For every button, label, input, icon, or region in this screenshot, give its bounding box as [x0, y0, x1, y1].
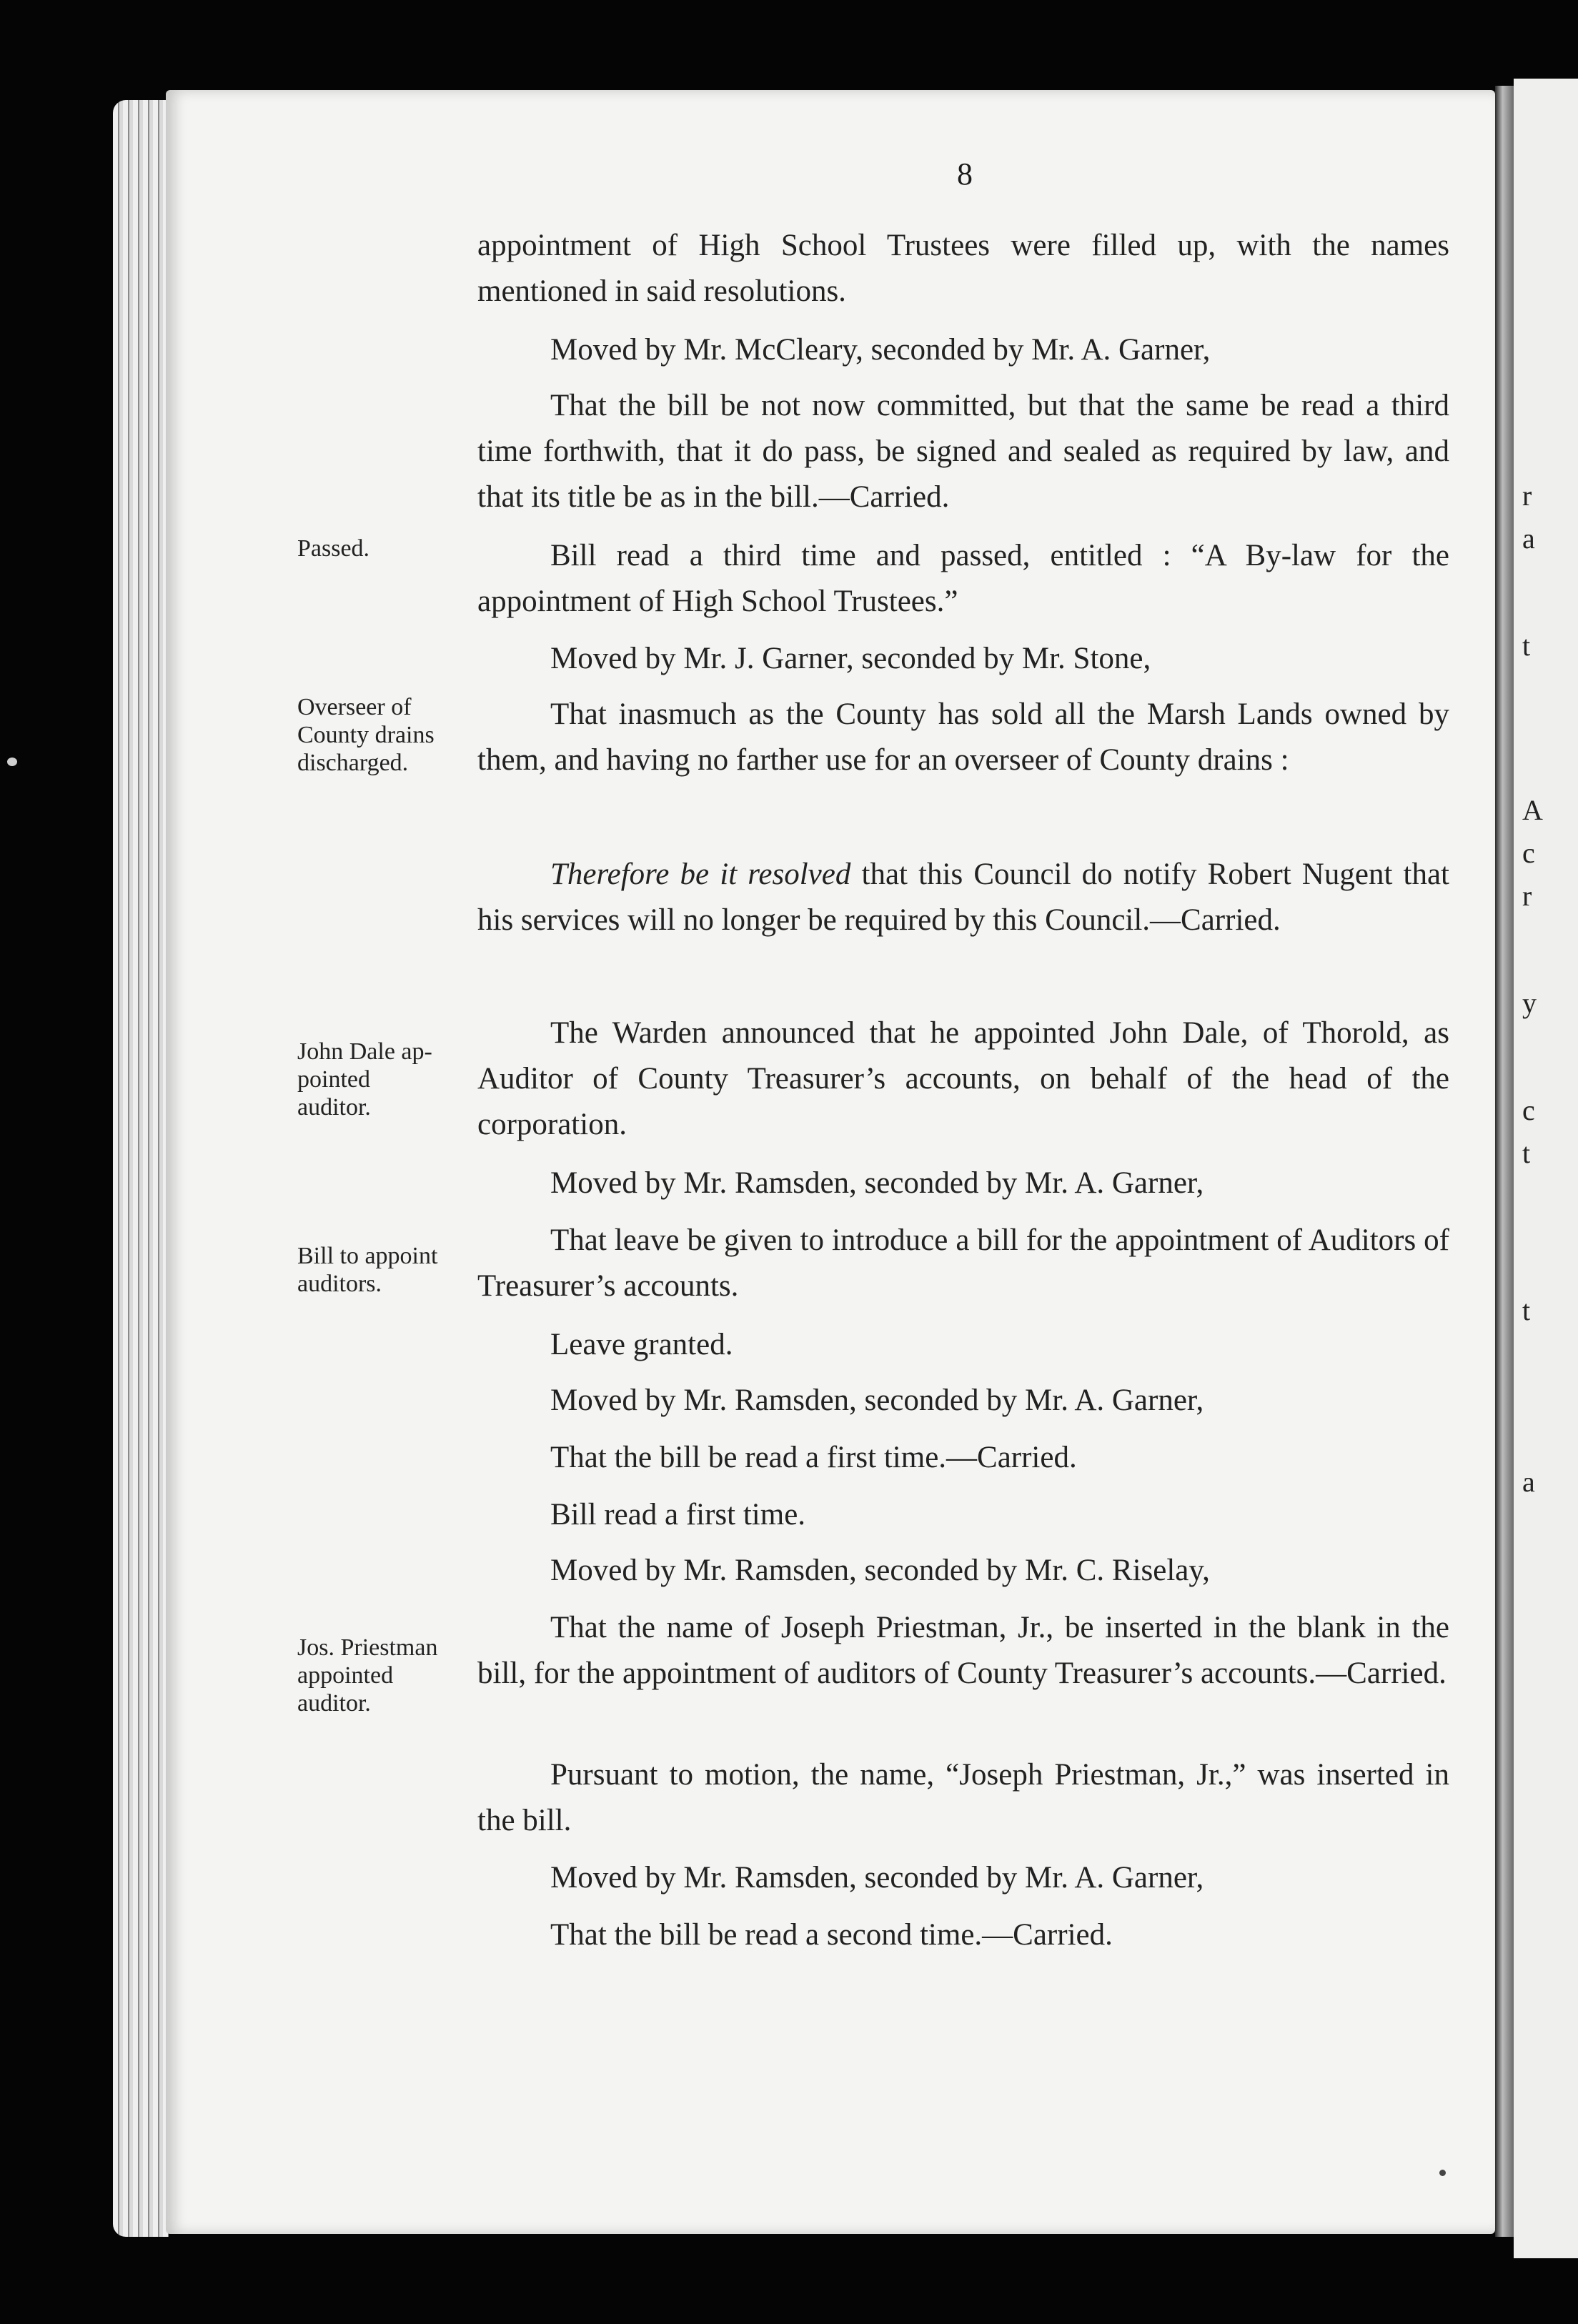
margin-note-dale: John Dale ap- pointed auditor. [297, 1038, 432, 1121]
paragraph: Moved by Mr. Ramsden, seconded by Mr. A. Garner, [550, 1861, 1204, 1895]
facing-page-edge [1514, 79, 1578, 2258]
margin-note-overseer: Overseer of County drains discharged. [297, 694, 435, 776]
resolution-italic: Therefore be it resolved [550, 858, 851, 891]
paragraph: Therefore be it resolved that this Council do notify Robert Nugent that his services will no longer be required by this Council.—Carried. [477, 858, 1450, 937]
scan-speck [1439, 2170, 1446, 2176]
facing-page-fragment: t [1522, 1294, 1531, 1326]
paragraph: Bill read a third time and passed, entitled : “A By-law for the appointment of High School Trustees.” [477, 539, 1449, 618]
paragraph: That the bill be read a second time.—Carried. [550, 1918, 1113, 1952]
paragraph: That the bill be not now committed, but that the same be read a third time forthwith, that it do pass, be signed and sealed as required by law, and that its title be as in the bill.—Carried. [477, 389, 1449, 514]
paragraph: That leave be given to introduce a bill for the appointment of Auditors of Treasurer’s accounts. [477, 1223, 1449, 1303]
paragraph: That the name of Joseph Priestman, Jr., be inserted in the blank in the bill, for the appointment of auditors of County Treasurer’s accounts.—Carried. [477, 1611, 1449, 1690]
facing-page-fragment: A [1522, 794, 1543, 826]
book-gutter [1495, 86, 1514, 2237]
book-page-edges [113, 100, 169, 2237]
facing-page-fragment: r [1522, 480, 1532, 512]
facing-page-fragment: t [1522, 630, 1531, 662]
paragraph: Moved by Mr. Ramsden, seconded by Mr. A. Garner, [550, 1166, 1204, 1200]
margin-note-bill: Bill to appoint auditors. [297, 1243, 438, 1297]
paragraph: The Warden announced that he appointed John Dale, of Thorold, as Auditor of County Treasurer’s accounts, on behalf of the head of the corporation. [477, 1016, 1449, 1141]
paragraph: Moved by Mr. Ramsden, seconded by Mr. C. Riselay, [550, 1554, 1210, 1587]
facing-page-fragment: a [1522, 1466, 1535, 1498]
facing-page-fragment: r [1522, 880, 1532, 912]
margin-note-passed: Passed. [297, 535, 370, 562]
paragraph: That the bill be read a first time.—Carried. [550, 1441, 1077, 1474]
paragraph: Bill read a first time. [550, 1498, 806, 1531]
paragraph: Moved by Mr. J. Garner, seconded by Mr. Stone, [550, 642, 1151, 675]
paragraph: That inasmuch as the County has sold all the Marsh Lands owned by them, and having no farther use for an overseer of County drains : [477, 697, 1449, 777]
facing-page-fragment: c [1522, 837, 1535, 869]
scan-speck [7, 758, 17, 766]
paragraph: Leave granted. [550, 1328, 733, 1361]
paragraph: Pursuant to motion, the name, “Joseph Priestman, Jr.,” was inserted in the bill. [477, 1758, 1449, 1837]
facing-page-fragment: c [1522, 1094, 1535, 1126]
facing-page-fragment: y [1522, 987, 1537, 1019]
paragraph: Moved by Mr. McCleary, seconded by Mr. A. Garner, [550, 333, 1211, 367]
facing-page-fragment: t [1522, 1137, 1531, 1169]
margin-note-priestman: Jos. Priestman appointed auditor. [297, 1634, 438, 1717]
paragraph: appointment of High School Trustees were filled up, with the names mentioned in said resolutions. [477, 229, 1449, 308]
page-number: 8 [957, 157, 973, 192]
paragraph: Moved by Mr. Ramsden, seconded by Mr. A. Garner, [550, 1384, 1204, 1417]
facing-page-fragment: a [1522, 522, 1535, 555]
